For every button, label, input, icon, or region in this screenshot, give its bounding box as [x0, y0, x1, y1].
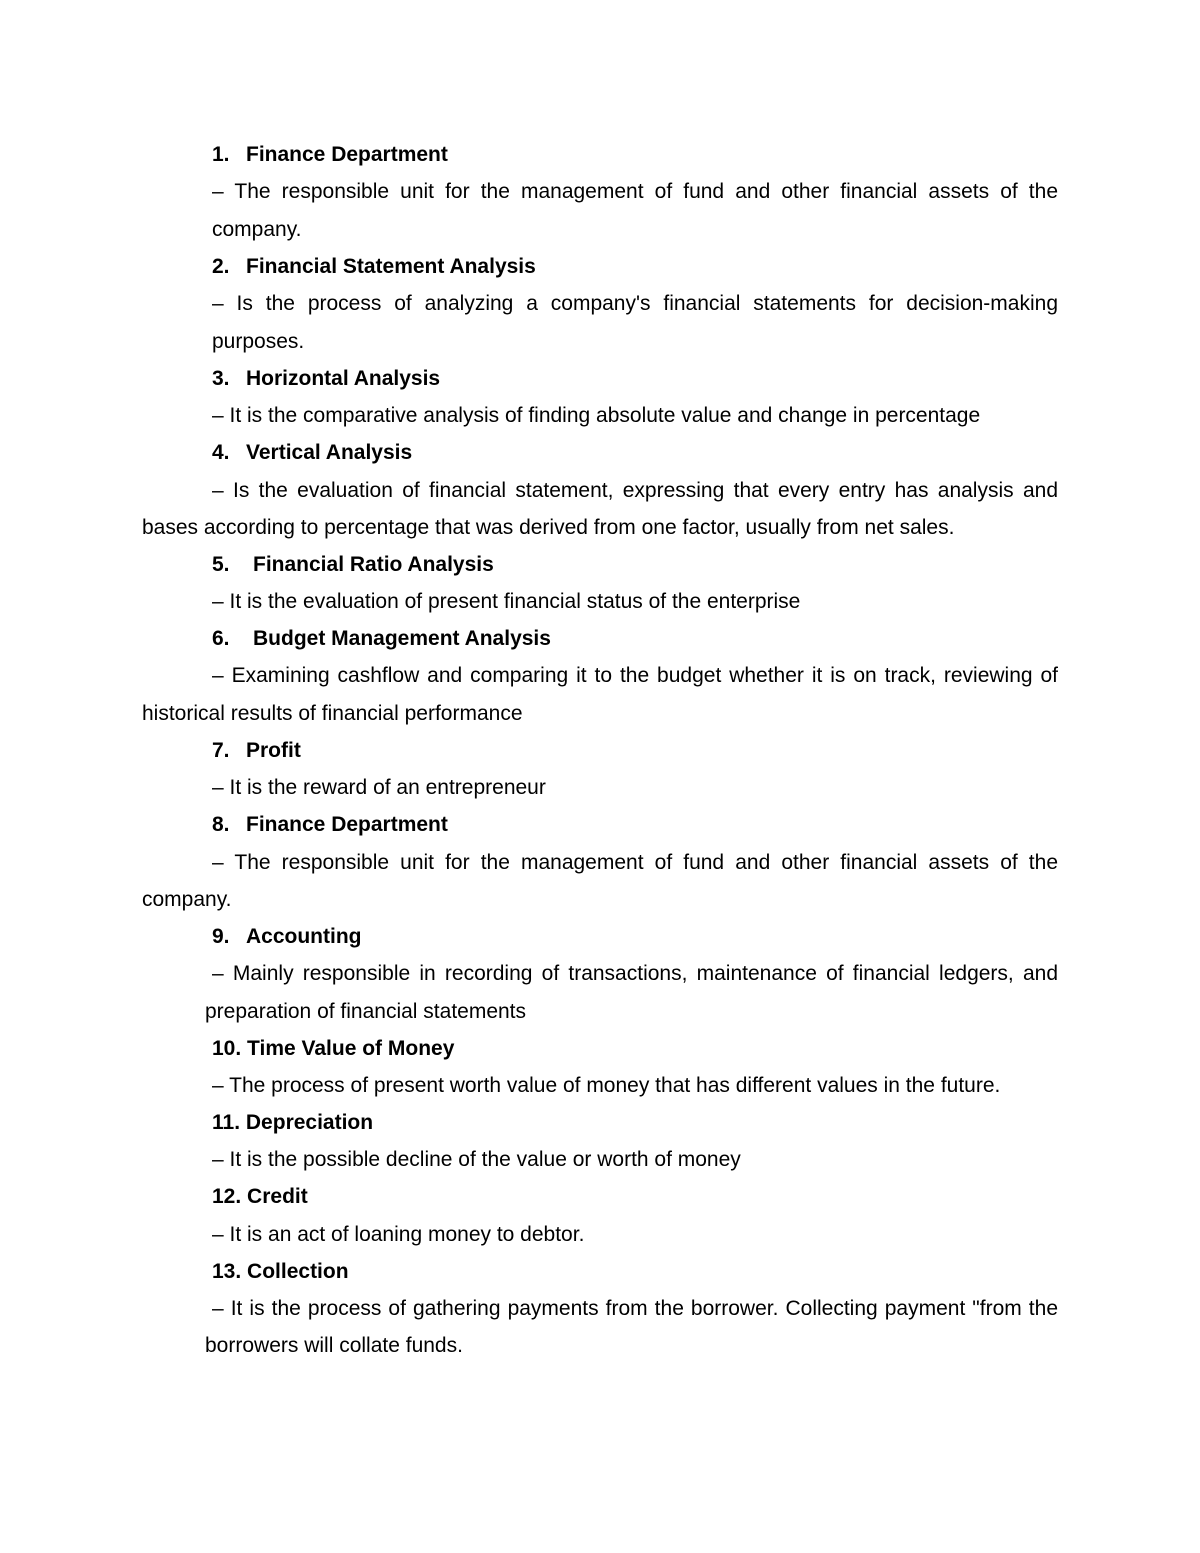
definition-line: – Mainly responsible in recording of transactions, maintenance of financial ledgers, and [212, 962, 1058, 985]
term-number: 12. [212, 1185, 242, 1208]
definition-line: – Is the evaluation of financial statement, expressing that every entry has analysis and [212, 479, 1058, 502]
term-title: Collection [247, 1260, 349, 1283]
term-number: 3. [212, 367, 230, 390]
term-heading [212, 366, 440, 392]
definition-line: historical results of financial performance [142, 702, 523, 725]
term-number: 1. [212, 143, 230, 166]
term-title: Credit [247, 1185, 308, 1208]
term-number: 8. [212, 813, 230, 836]
definition-line: – The responsible unit for the management of fund and other financial assets of the [212, 180, 1058, 203]
term-number: 7. [212, 739, 230, 762]
definition-line: – It is the comparative analysis of finding absolute value and change in percentage [212, 404, 981, 427]
term-heading [212, 812, 448, 838]
term-heading [212, 254, 536, 280]
term-number: 5. [212, 553, 230, 576]
term-title: Vertical Analysis [246, 441, 413, 464]
term-heading [212, 440, 412, 466]
definition-line: – The process of present worth value of money that has different values in the future. [212, 1074, 1001, 1097]
term-number: 13. [212, 1260, 242, 1283]
term-title: Financial Statement Analysis [246, 255, 536, 278]
definition-line: borrowers will collate funds. [205, 1334, 463, 1357]
definition-line: company. [212, 218, 302, 241]
term-title: Budget Management Analysis [253, 627, 551, 650]
term-title: Profit [246, 739, 301, 762]
term-number: 9. [212, 925, 230, 948]
definition-line: bases according to percentage that was derived from one factor, usually from net sales. [142, 516, 955, 539]
term-heading [212, 1036, 454, 1062]
definition-line: – It is the evaluation of present financial status of the enterprise [212, 590, 801, 613]
term-title: Time Value of Money [247, 1037, 455, 1060]
definition-line: preparation of financial statements [205, 1000, 527, 1023]
term-title: Accounting [246, 925, 362, 948]
term-heading [212, 1184, 308, 1210]
definition-line: – It is the reward of an entrepreneur [212, 776, 546, 799]
definition-line: – It is an act of loaning money to debtor. [212, 1223, 585, 1246]
term-heading [212, 626, 551, 652]
term-title: Finance Department [246, 813, 448, 836]
term-heading [212, 142, 448, 168]
definition-line: – It is the possible decline of the value or worth of money [212, 1148, 741, 1171]
definition-line: purposes. [212, 330, 305, 353]
definition-line: – The responsible unit for the management of fund and other financial assets of the [212, 851, 1058, 874]
term-number: 11. [212, 1111, 241, 1134]
term-heading [212, 738, 301, 764]
term-number: 10. [212, 1037, 242, 1060]
definition-line: – Is the process of analyzing a company's financial statements for decision-making [212, 292, 1058, 315]
term-heading [212, 924, 362, 950]
definition-line: – Examining cashflow and comparing it to the budget whether it is on track, reviewing of [212, 664, 1058, 687]
term-title: Finance Department [246, 143, 448, 166]
term-heading [212, 1259, 349, 1285]
term-number: 6. [212, 627, 230, 650]
term-heading [212, 1110, 373, 1136]
term-title: Depreciation [245, 1111, 374, 1134]
term-number: 4. [212, 441, 230, 464]
term-heading [212, 552, 494, 578]
definition-line: – It is the process of gathering payments from the borrower. Collecting payment "from the [212, 1297, 1058, 1320]
term-title: Horizontal Analysis [246, 367, 441, 390]
term-number: 2. [212, 255, 230, 278]
definition-line: company. [142, 888, 232, 911]
term-title: Financial Ratio Analysis [253, 553, 494, 576]
